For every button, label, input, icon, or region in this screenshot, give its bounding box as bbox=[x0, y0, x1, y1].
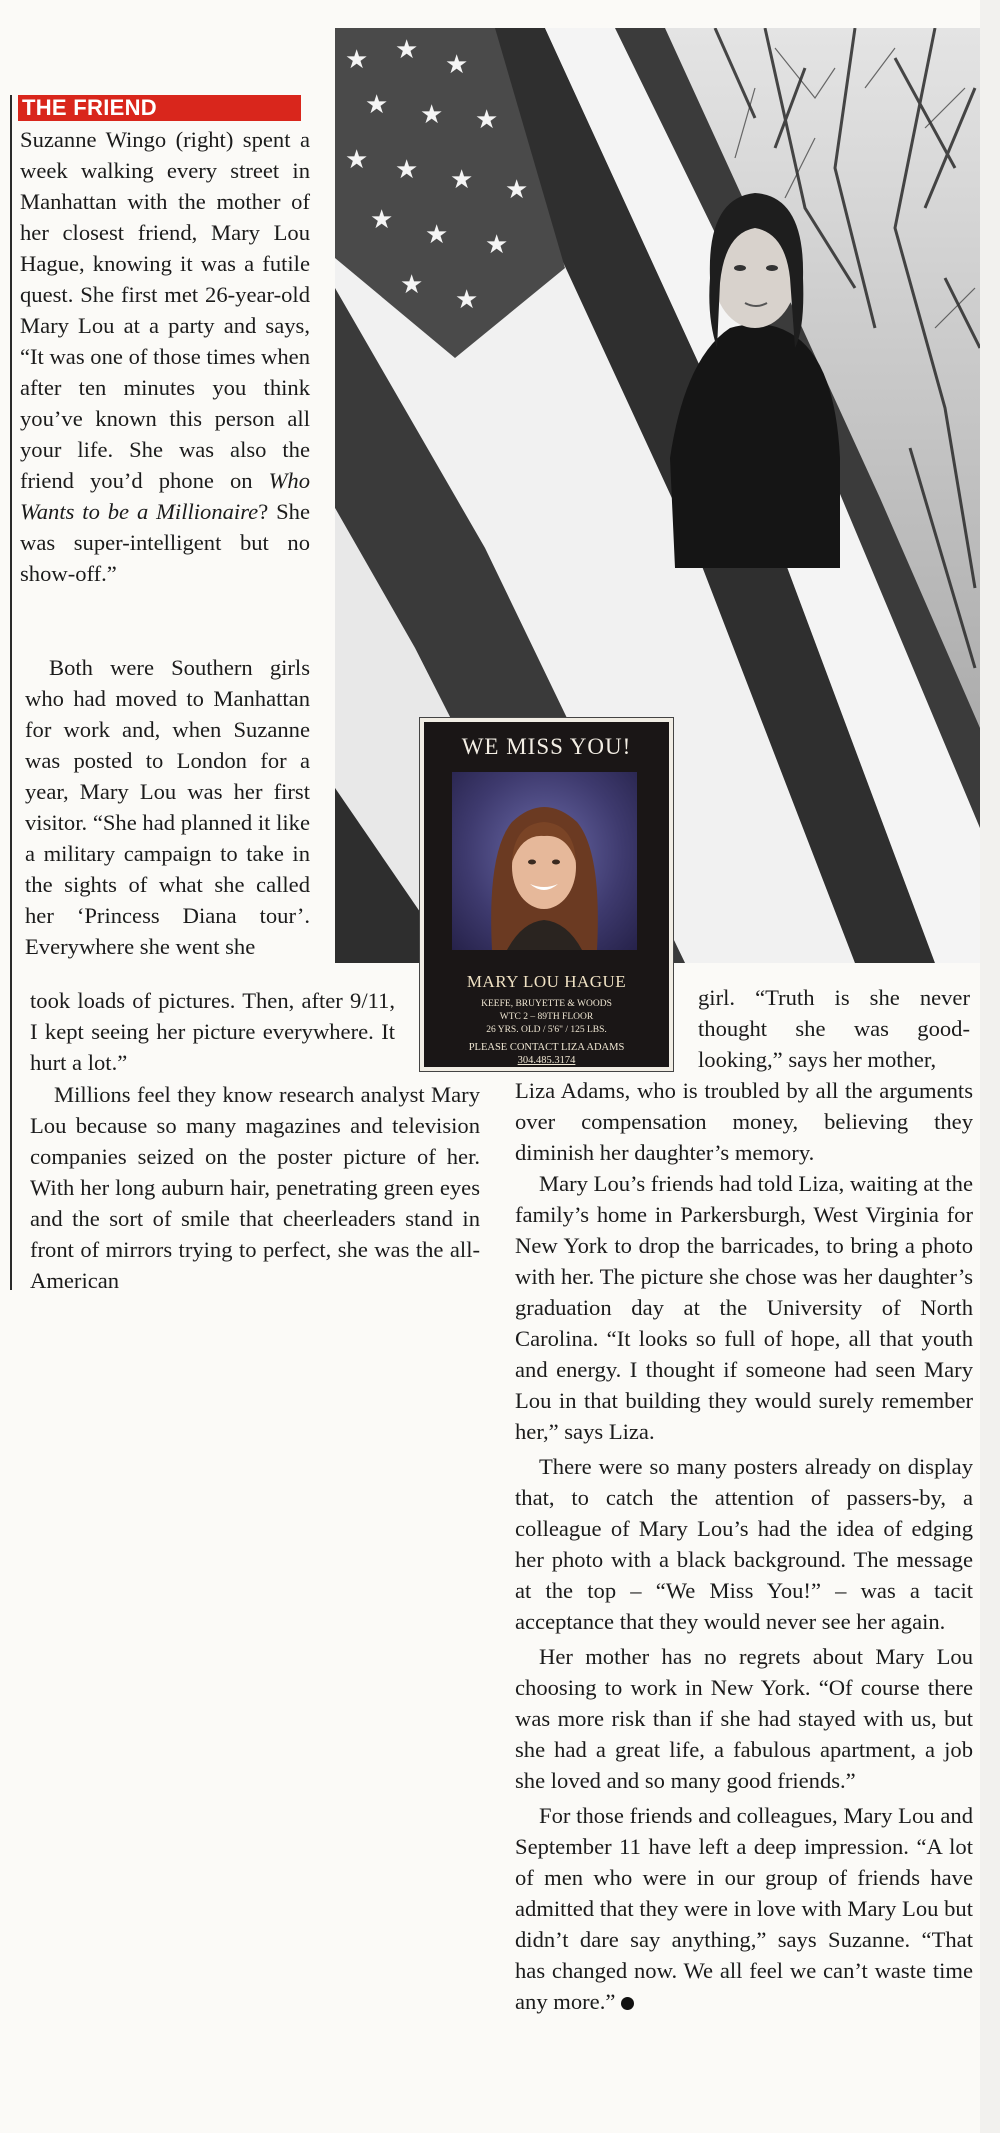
paragraph-parkersburgh: Mary Lou’s friends had told Liza, waiting at the family’s home in Parkersburgh, West Virginia for New York to drop the barricades, to bring a photo with her. The picture she chose was her daughter’s graduation day at the University of North Carolina. “It looks so full of hope, all that youth and energy. I thought if someone had seen Mary Lou in that building they would surely remember her,” says Liza. bbox=[515, 1171, 973, 1444]
poster-header: WE MISS YOU! bbox=[461, 734, 632, 759]
svg-text:★: ★ bbox=[345, 145, 369, 175]
paragraph-liza: Liza Adams, who is troubled by all the arguments over compensation money, believing they diminish her daughter’s memory. bbox=[515, 1078, 973, 1165]
column-one-bottom bbox=[30, 1079, 480, 1296]
paragraph-friends bbox=[515, 1800, 973, 2017]
poster-details bbox=[434, 998, 659, 1067]
column-one-intro bbox=[20, 124, 310, 589]
paragraph-girl: girl. “Truth is she never thought she was good-looking,” says her mother, bbox=[698, 985, 970, 1072]
paragraph-posters: There were so many posters already on display that, to catch the attention of passers-by, a colleague of Mary Lou’s had the idea of edging her photo with a black background. The message at the top – “We Miss You!” – was a tacit acceptance that they would never see her again. bbox=[515, 1454, 973, 1634]
portrait-graphic bbox=[452, 772, 637, 950]
poster-description: 26 YRS. OLD / 5'6" / 125 LBS. bbox=[486, 1025, 607, 1035]
paragraph-no-regrets: Her mother has no regrets about Mary Lou choosing to work in New York. “Of course there was more risk than if she had stayed with us, but she had a great life, a fabulous apartment, a job she loved and so many good friends.” bbox=[515, 1644, 973, 1793]
intro-text-end: ? She was super-intelligent but no show-off.” bbox=[20, 499, 310, 586]
poster-contact: PLEASE CONTACT LIZA ADAMS bbox=[468, 1042, 625, 1053]
svg-text:★: ★ bbox=[370, 205, 394, 235]
page-edge bbox=[980, 0, 1000, 2133]
svg-text:★: ★ bbox=[395, 35, 419, 65]
poster-phone: 304.485.3174 bbox=[517, 1055, 576, 1066]
svg-text:★: ★ bbox=[445, 50, 469, 80]
svg-text:★: ★ bbox=[400, 270, 424, 300]
svg-text:★: ★ bbox=[365, 90, 389, 120]
paragraph-southern-girls: Both were Southern girls who had moved to Manhattan for work and, when Suzanne was posted to London for a year, Mary Lou was her first visitor. “She had planned it like a military campaign to take in the sights of what she called her ‘Princess Diana tour’. Everywhere she went she bbox=[25, 655, 310, 959]
section-label: THE FRIEND bbox=[18, 95, 301, 121]
show-title: Who Wants to be a Millionaire bbox=[20, 468, 310, 524]
paragraph-millions: Millions feel they know research analyst Mary Lou because so many magazines and television companies seized on the poster picture of her. With her long auburn hair, penetrating green eyes and the sort of smile that cheerleaders stand in front of mirrors trying to perfect, she was the all-American bbox=[30, 1082, 480, 1293]
poster-portrait bbox=[452, 772, 637, 950]
end-mark-icon bbox=[621, 1997, 634, 2010]
paragraph-southern-girls-cont: took loads of pictures. Then, after 9/11, I kept seeing her picture everywhere. It hurt a lot.” bbox=[30, 988, 395, 1075]
closing-text: For those friends and colleagues, Mary Lou and September 11 have left a deep impression. “A lot of men who were in our group of friends have admitted that they were in love with Mary Lou but didn’t dare say anything,” says Suzanne. “That has changed now. We all feel we can’t waste time any more.” bbox=[515, 1803, 973, 2014]
svg-text:★: ★ bbox=[425, 220, 449, 250]
svg-text:★: ★ bbox=[395, 155, 419, 185]
intro-text: Suzanne Wingo (right) spent a week walking every street in Manhattan with the mother of her closest friend, Mary Lou Hague, knowing it was a futile quest. She first met 26-year-old Mary Lou at a party and says, “It was one of those times when after ten minutes you think you’ve known this person all your life. She was also the friend you’d phone on bbox=[20, 127, 310, 493]
svg-text:★: ★ bbox=[485, 230, 509, 260]
poster-floor: WTC 2 – 89TH FLOOR bbox=[499, 1012, 594, 1022]
poster-name: MARY LOU HAGUE bbox=[466, 972, 627, 991]
column-two-main bbox=[515, 1075, 973, 2017]
paragraph-intro bbox=[20, 124, 310, 589]
svg-text:★: ★ bbox=[450, 165, 474, 195]
missing-poster bbox=[420, 718, 673, 1071]
svg-text:★: ★ bbox=[420, 100, 444, 130]
poster-employer: KEEFE, BRUYETTE & WOODS bbox=[481, 999, 612, 1009]
column-rule bbox=[10, 95, 12, 1290]
svg-text:★: ★ bbox=[345, 45, 369, 75]
column-one-wide bbox=[30, 985, 395, 1078]
column-two-top bbox=[698, 982, 970, 1075]
svg-text:★: ★ bbox=[455, 285, 479, 315]
svg-text:★: ★ bbox=[505, 175, 529, 205]
column-one-second bbox=[25, 652, 310, 962]
svg-text:★: ★ bbox=[475, 105, 499, 135]
